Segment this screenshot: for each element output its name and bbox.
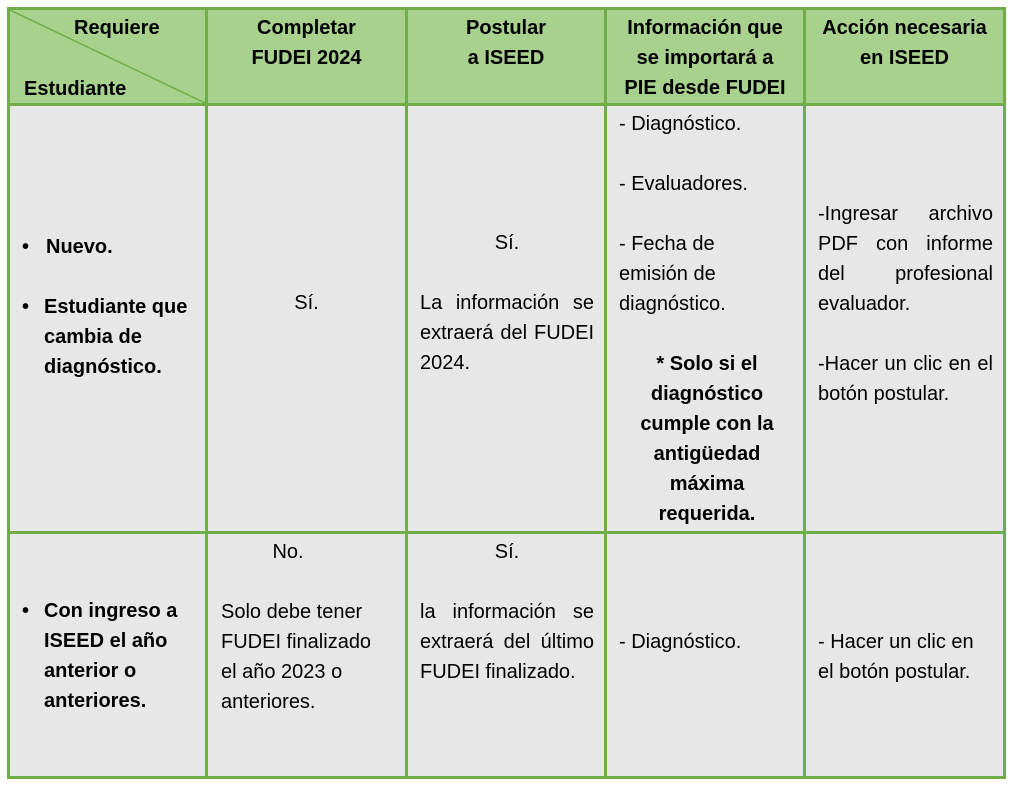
- bullet-icon: •: [22, 600, 30, 622]
- row1-info: [607, 106, 803, 531]
- action-item: -Hacer un clic en el botón postular.: [818, 353, 993, 405]
- row2-info: [607, 534, 803, 776]
- list-item: [16, 232, 199, 262]
- corner-bottom-label: Estudiante: [24, 78, 127, 100]
- student-type: Nuevo.: [46, 236, 113, 258]
- info-item: - Evaluadores.: [619, 173, 748, 195]
- bullet-icon: •: [22, 296, 30, 318]
- header-informacion-importada: [607, 10, 803, 103]
- student-type: Estudiante que cambia de diagnóstico.: [44, 296, 188, 378]
- iseed-answer: Sí.: [494, 541, 520, 563]
- header-line: Postular: [465, 17, 547, 39]
- iseed-note: la información se extraerá del último FUDEI finalizado.: [420, 601, 594, 683]
- header-line: Completar: [257, 17, 356, 39]
- info-item: - Diagnóstico.: [619, 631, 742, 653]
- spacer: [16, 262, 199, 292]
- header-line: PIE desde FUDEI: [624, 77, 786, 99]
- fudei-answer: No.: [272, 541, 304, 563]
- spacer: [420, 258, 594, 288]
- fudei-note: Solo debe tener FUDEI finalizado el año 2023 o anteriores.: [221, 601, 372, 713]
- row2-iseed: [408, 534, 604, 776]
- row1-actions: [806, 106, 1003, 531]
- student-type: Con ingreso a ISEED el año anterior o anteriores.: [44, 600, 178, 712]
- row2-students: [10, 534, 205, 776]
- header-line: a ISEED: [467, 47, 545, 69]
- list-item: [16, 292, 199, 382]
- row2-actions: [806, 534, 1003, 776]
- corner-header: [10, 10, 205, 103]
- row1-fudei: [208, 106, 405, 531]
- info-item: - Fecha de emisión de diagnóstico.: [619, 233, 726, 315]
- header-line: Acción necesaria: [822, 17, 987, 39]
- requirements-table: [7, 7, 1006, 779]
- list-item: [16, 596, 199, 716]
- row1-iseed: [408, 106, 604, 531]
- header-line: se importará a: [636, 47, 774, 69]
- spacer: [420, 567, 594, 597]
- student-list: [16, 596, 199, 716]
- fudei-answer: Sí.: [294, 292, 319, 314]
- iseed-note: La información se extraerá del FUDEI 2024.: [420, 292, 594, 374]
- bullet-icon: •: [22, 236, 30, 258]
- header-postular-iseed: [408, 10, 604, 103]
- spacer: [619, 319, 795, 349]
- spacer: [619, 199, 795, 229]
- row1-students: [10, 106, 205, 531]
- spacer: [619, 139, 795, 169]
- header-accion-necesaria: [806, 10, 1003, 103]
- header-completar-fudei: [208, 10, 405, 103]
- header-line: Información que: [627, 17, 783, 39]
- corner-top-label: Requiere: [74, 17, 160, 39]
- header-line: FUDEI 2024: [251, 47, 362, 69]
- iseed-answer: Sí.: [494, 232, 520, 254]
- info-note: * Solo si el diagnóstico cumple con la antigüedad máxima requerida.: [640, 353, 774, 525]
- header-line: en ISEED: [860, 47, 949, 69]
- row2-fudei: [208, 534, 405, 776]
- spacer: [818, 319, 993, 349]
- info-item: - Diagnóstico.: [619, 113, 742, 135]
- action-item: - Hacer un clic en el botón postular.: [818, 631, 974, 683]
- action-item: -Ingresar archivo PDF con informe del profesional evaluador.: [818, 203, 993, 315]
- spacer: [221, 567, 375, 597]
- student-list: [16, 232, 199, 382]
